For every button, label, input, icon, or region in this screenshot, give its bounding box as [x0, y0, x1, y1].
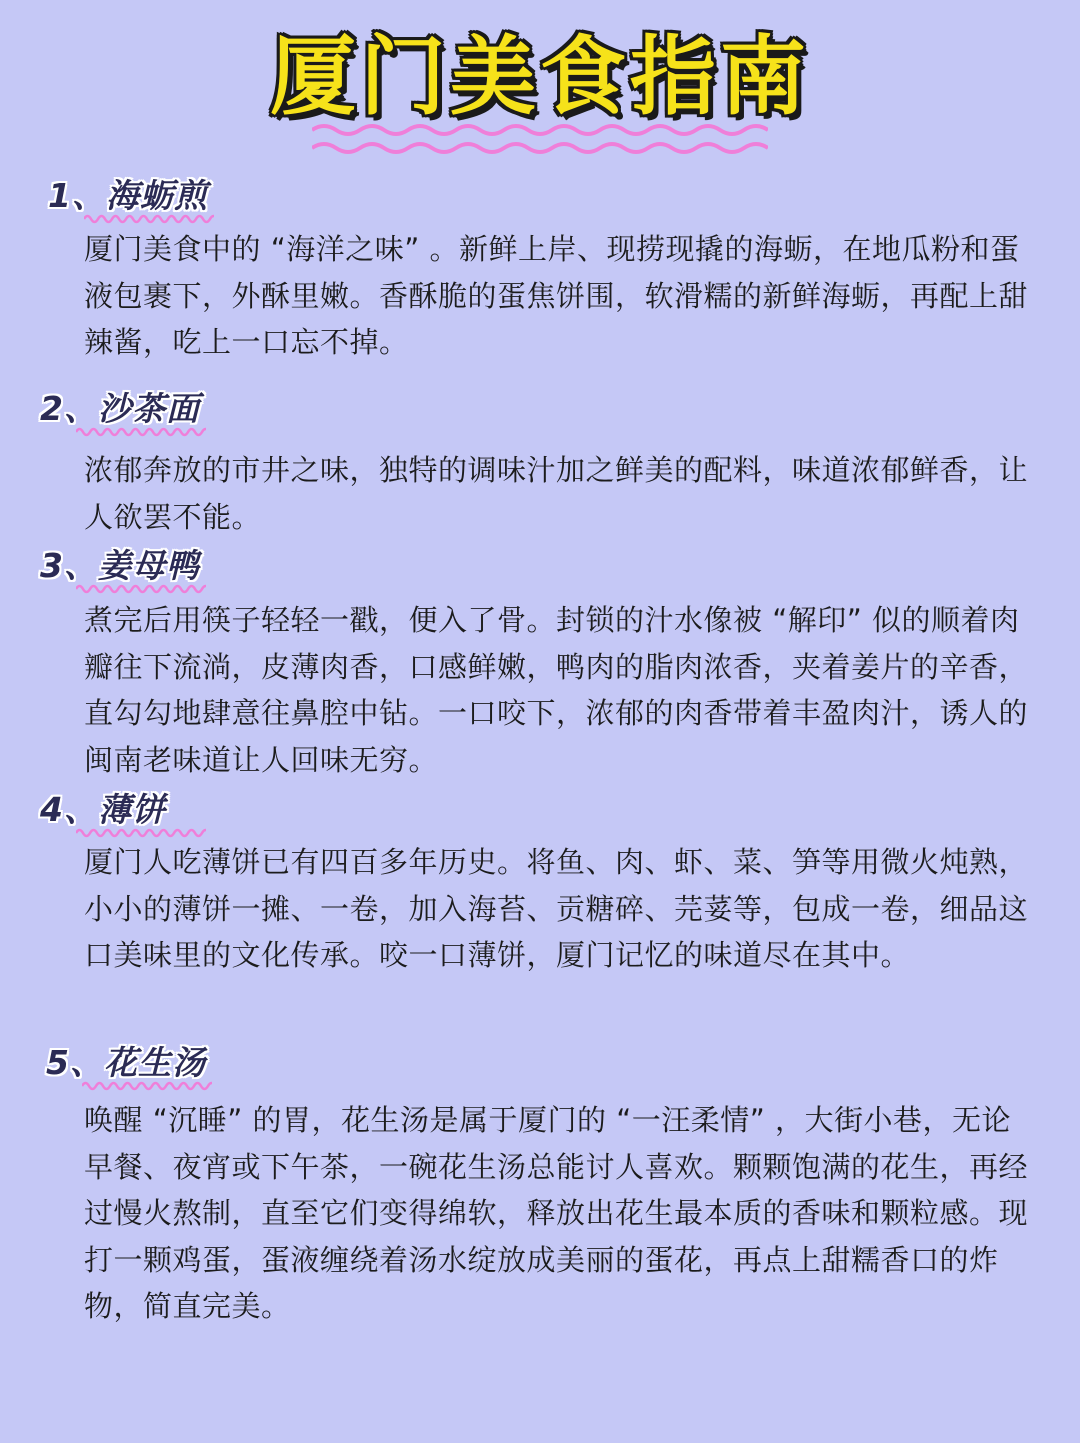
section-number: 2、	[40, 389, 98, 428]
title-wave-decoration	[312, 122, 768, 158]
heading-wave-decoration	[76, 826, 206, 840]
section-heading	[48, 176, 208, 232]
heading-wave-decoration	[82, 1079, 212, 1093]
section-number: 4、	[40, 790, 98, 829]
section-number: 1、	[48, 176, 106, 215]
section-body: 厦门人吃薄饼已有四百多年历史。将鱼、肉、虾、菜、笋等用微火炖熟，小小的薄饼一摊、一卷，加入海苔、贡糖碎、芫荽等，包成一卷，细品这口美味里的文化传承。咬一口薄饼，厦门记忆的味道尽在其中。	[84, 845, 1029, 972]
section-title: 薄饼	[97, 790, 166, 829]
page-title: 厦门美食指南	[270, 27, 810, 127]
section-title: 海蛎煎	[105, 176, 208, 215]
section-title: 沙茶面	[97, 389, 200, 428]
section-heading	[40, 790, 166, 846]
heading-wave-decoration	[76, 582, 206, 596]
section-body: 厦门美食中的 “海洋之味” 。新鲜上岸、现捞现撬的海蛎，在地瓜粉和蛋液包裹下，外酥里嫩。香酥脆的蛋焦饼围，软滑糯的新鲜海蛎，再配上甜辣酱，吃上一口忘不掉。	[84, 232, 1029, 359]
section-body: 浓郁奔放的市井之味，独特的调味汁加之鲜美的配料，味道浓郁鲜香，让人欲罢不能。	[84, 453, 1029, 534]
section-heading	[46, 1043, 206, 1099]
section-number: 5、	[46, 1043, 104, 1082]
heading-wave-decoration	[84, 212, 214, 226]
section-title: 姜母鸭	[97, 546, 200, 585]
section-number: 3、	[40, 546, 98, 585]
section-title: 花生汤	[103, 1043, 206, 1082]
section-heading	[40, 389, 200, 445]
heading-wave-decoration	[76, 425, 206, 439]
section-heading	[40, 546, 200, 602]
section-body: 唤醒 “沉睡” 的胃，花生汤是属于厦门的 “一汪柔情” ，大街小巷，无论早餐、夜宵或下午茶，一碗花生汤总能讨人喜欢。颗颗饱满的花生，再经过慢火熬制，直至它们变得绵软，释放出花生最本质的香味和颗粒感。现打一颗鸡蛋，蛋液缠绕着汤水绽放成美丽的蛋花，再点上甜糯香口的炸物，简直完美。	[84, 1103, 1029, 1323]
section-body: 煮完后用筷子轻轻一戳，便入了骨。封锁的汁水像被 “解印” 似的顺着肉瓣往下流淌，皮薄肉香，口感鲜嫩，鸭肉的脂肉浓香，夹着姜片的辛香，直勾勾地肆意往鼻腔中钻。一口咬下，浓郁的肉香带着丰盈肉汁，诱人的闽南老味道让人回味无穷。	[84, 603, 1029, 777]
